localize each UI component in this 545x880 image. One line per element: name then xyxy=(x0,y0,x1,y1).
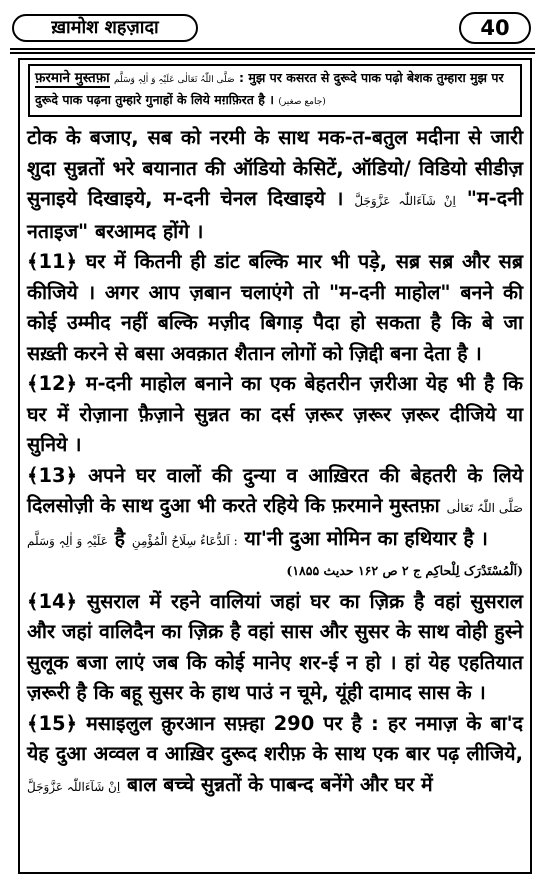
emphasis-channel: म-दनी चेनल xyxy=(163,187,257,210)
point-number: ﴾11﴿ xyxy=(27,250,78,273)
text-run: जारी शुदा सुन्नतों भरे बयानात की ऑडियो केसिटें, ऑडियो/ xyxy=(27,126,524,180)
hadith-text: : मुझ पर कसरत से दुरूदे पाक पढ़ो बेशक तुम्हारा मुझ पर दुरूदे पाक पढ़ना तुम्हारे गुनाहों के लिये मग़फ़िरत है । xyxy=(35,70,504,107)
hadith-salutation: صَلَّی اللّٰہُ تَعَالٰی عَلَیْہِ وَ اٰلِہٖ وَسَلَّم xyxy=(113,75,235,85)
hadith-source: (جامع صغیر) xyxy=(278,97,326,107)
text-run: और xyxy=(461,250,490,273)
text-run: "म-दनी नताइज" बरआमद होंगे । xyxy=(27,187,523,243)
point-11 xyxy=(27,247,523,369)
point-13 xyxy=(27,461,523,578)
point-number: ﴾12﴿ xyxy=(27,372,78,395)
emphasis-sabr: सब्र सब्र xyxy=(395,250,454,273)
text-run: का दर्स ज़रूर ज़रूर ज़रूर दीजिये या सुनिये । xyxy=(27,402,523,456)
emphasis-maktaba: मक-त-बतुल मदीना xyxy=(317,126,460,149)
arabic-insha: اِنْ شَآءَاللّٰہ عَزَّوَجَلَّ xyxy=(27,779,121,794)
point-15 xyxy=(27,709,523,803)
point-12 xyxy=(27,369,523,461)
header-rule-top xyxy=(10,48,535,50)
point-number: ﴾13﴿ xyxy=(27,463,78,487)
text-run: दिखाइये । xyxy=(267,187,344,210)
text-run: है xyxy=(114,526,126,550)
arabic-insha: اِنْ شَآءَاللّٰہ عَزَّوَجَلَّ xyxy=(354,194,456,208)
emphasis-sabr: सब्र xyxy=(498,250,523,273)
point-14 xyxy=(27,587,523,709)
text-run: म-दनी माहोल बनाने का एक बेहतरीन ज़रीआ येह भी है कि घर में रोज़ाना xyxy=(27,372,523,426)
book-title: ख़ामोश शहज़ादा xyxy=(12,14,198,42)
text-run: सुसराल में रहने वालियां जहां घर का ज़िक्र है वहां सुसराल और जहां वालिदैन का ज़िक्र है वहां सास और सुसर के साथ वोही हुस्ने सुलूक बजा लाएं जब कि कोई मानेए शर-ई न हो । हां येह एहतियात ज़रूरी है कि बहू सुसर के हाथ पाउं न चूमे, यूंही दामाद सास के । xyxy=(27,589,523,704)
text-run: कीजिये । अगर आप ज़बान चलाएंगे तो "म-दनी माहोल" बनने की कोई उम्मीद नहीं बल्कि मज़ीद बिगाड़ पैदा हो सकता है कि बे जा सख़्ती करने से बसा अवक़ात शैतान लोगों को ज़िद्दी बना देता है । xyxy=(27,280,523,365)
text-run: विडियो सीडीज़ सुनाइये दिखाइये, xyxy=(27,156,524,210)
text-run: बाल बच्चे सुन्नतों के पाबन्द बनेंगे और घर में xyxy=(127,772,433,796)
text-run: या'नी दुआ मोमिन का हथियार है । xyxy=(244,526,488,550)
body-text xyxy=(27,123,523,802)
arabic-hadith: اَلدُّعَاءُ سِلَاحُ الْمُؤْمِنِ : xyxy=(131,533,238,548)
text-run: अपने घर वालों की दुन्या व आख़िरत की बेहतरी के लिये दिलसोज़ी के साथ दुआ भी करते रहिये कि फ़रमाने मुस्तफ़ा xyxy=(27,463,523,517)
point-number: ﴾14﴿ xyxy=(27,589,78,613)
text-run: टोक के बजाए, सब को नरमी के साथ xyxy=(27,126,309,149)
hadith-title: फ़रमाने मुस्तफ़ा xyxy=(35,70,110,86)
emphasis-masail: मसाइलुल क़ुरआन सफ़्हा xyxy=(86,711,265,735)
text-run: से xyxy=(468,126,482,149)
citation: (اَلْمُسْتَدْرَک لِلْحاکِم ج ۲ ص ۱۶۲ حدیث ۱۸۵۵) xyxy=(286,563,523,578)
page-number: 40 xyxy=(459,12,531,44)
paragraph-intro xyxy=(27,123,523,247)
text-run: 290 पर है : हर नमाज़ के बा'द येह दुआ अव्वल व आख़िर दुरूद शरीफ़ के साथ एक बार पढ़ लीजिये, xyxy=(27,711,524,765)
emphasis-faizan: फ़ैज़ाने सुन्नत xyxy=(138,402,230,426)
point-number: ﴾15﴿ xyxy=(27,711,78,735)
content-frame xyxy=(18,58,532,874)
hadith-box xyxy=(28,64,522,117)
arabic-salutation: صَلَّی اللّٰہُ تَعَالٰی عَلَیْہِ وَ اٰلِہٖ وَسَلَّم xyxy=(27,501,523,548)
text-run: घर में कितनी ही डांट बल्कि मार भी पड़े, xyxy=(85,250,388,273)
header-rule-bottom xyxy=(10,52,535,54)
